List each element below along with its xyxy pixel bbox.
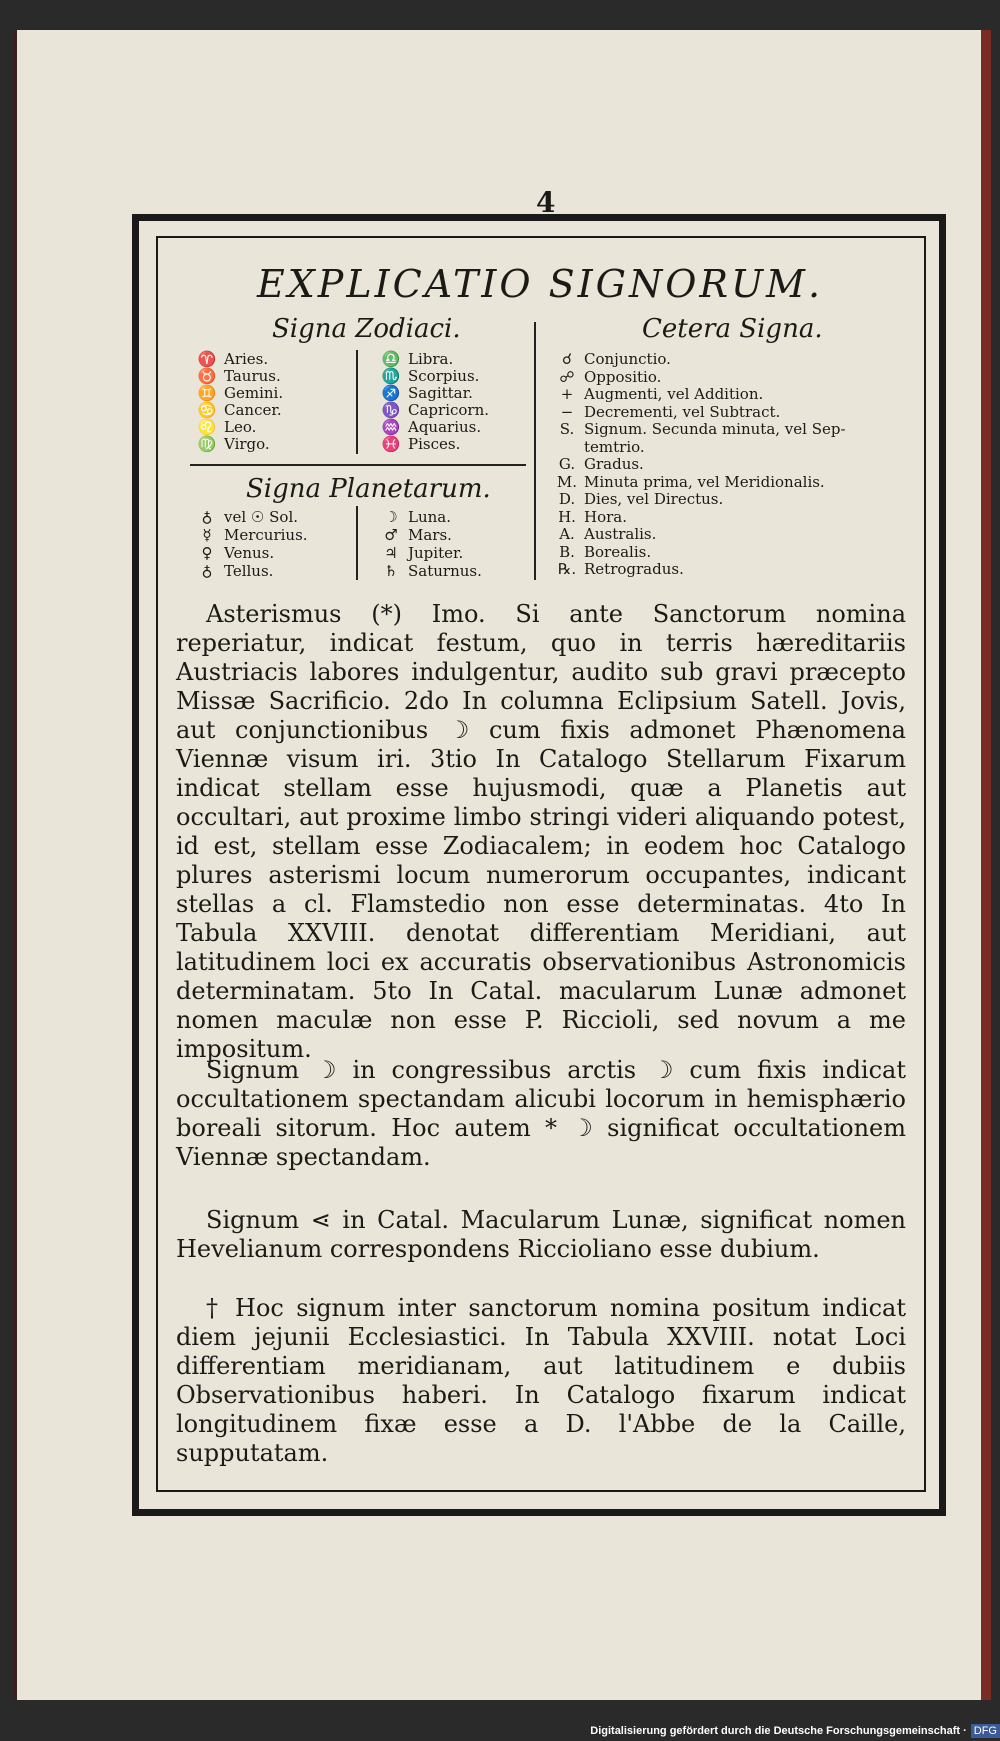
planet-symbol-icon: ♁ (201, 508, 213, 526)
cetera-label: Retrogradus. (584, 560, 684, 578)
paragraph-dagger: † Hoc signum inter sanctorum nomina positum indicat diem jejunii Ecclesiastici. In Tabula XXVIII. notat Loci differentiam meridianam, aut latitudinem e dubiis Observationibus haberi. In Catalogo fixarum indicat longitudinem fixæ esse a D. l'Abbe de la Caille, supputatam. (176, 1294, 906, 1467)
zodiac-heading: Signa Zodiaci. (272, 314, 461, 344)
cetera-label: Minuta prima, vel Meridionalis. (584, 472, 825, 491)
zodiac-symbol-icon: ♊ (197, 384, 217, 402)
zodiac-label: Virgo. (224, 435, 270, 453)
zodiac-label: Capricorn. (408, 401, 490, 419)
cetera-label: Decrementi, vel Subtract. (584, 402, 781, 421)
planet-label: Jupiter. (408, 544, 464, 562)
planet-row (374, 544, 463, 561)
cetera-heading: Cetera Signa. (642, 314, 823, 344)
zodiac-row (374, 350, 453, 367)
cetera-symbol-icon: ☍ (559, 367, 575, 386)
zodiac-row (190, 350, 268, 367)
planets-heading: Signa Planetarum. (246, 474, 491, 504)
zodiac-label: Aquarius. (408, 418, 482, 436)
cetera-label: Hora. (584, 507, 627, 526)
planet-row (374, 526, 452, 543)
planet-row (190, 544, 274, 561)
cetera-row (550, 403, 780, 420)
cetera-symbol-icon: D. (558, 490, 576, 508)
cetera-row (550, 420, 846, 437)
zodiac-label: Taurus. (224, 367, 281, 385)
cetera-symbol-icon: B. (559, 542, 575, 561)
planet-row (190, 562, 273, 579)
cetera-row (550, 543, 651, 560)
planet-symbol-icon: ☽ (384, 508, 398, 526)
zodiac-row (190, 384, 283, 401)
planet-symbol-icon: ♁ (201, 562, 213, 580)
cetera-row (550, 473, 825, 490)
zodiac-symbol-icon: ♏ (381, 367, 401, 385)
zodiac-row (374, 435, 460, 452)
zodiac-symbol-icon: ♍ (197, 435, 217, 453)
planet-symbol-icon: ♀ (201, 544, 213, 562)
planet-label: Luna. (408, 508, 451, 526)
zodiac-label: Gemini. (224, 384, 284, 402)
cetera-symbol-icon: M. (556, 472, 578, 491)
digitization-footer (590, 1725, 1000, 1737)
paragraph-asterismus: Asterismus (*) Imo. Si ante Sanctorum nomina reperiatur, indicat festum, quo in terris hæreditariis Austriacis labores indulgentur, audito sub gravi præcepto Missæ Sacrificio. 2do In columna Eclipsium Satell. Jovis, aut conjunctionibus ☽ cum fixis admonet Phænomena Viennæ visum iri. 3tio In Catalogo Stellarum Fixarum indicat stellam esse hujusmodi, quæ a Planetis aut occultari, aut proxime limbo stringi videri aliquando potest, id est, stellam esse Zodiacalem; in eodem hoc Catalogo plures asterismi locum numerorum occupantes, indicant stellas a cl. Flamstedio non esse determinatas. 4to In Tabula XXVIII. denotat differentiam Meridiani, aut latitudinem loci ex accuratis observationibus Astronomicis determinatam. 5to In Catal. macularum Lunæ admonet nomen maculæ non esse P. Riccioli, sed novum a me impositum. (176, 600, 906, 1063)
cetera-symbol-icon: ☌ (561, 350, 573, 368)
zodiac-row (190, 418, 256, 435)
zodiac-label: Cancer. (224, 401, 282, 419)
cetera-label: Dies, vel Directus. (584, 490, 724, 508)
zodiac-row (374, 401, 489, 418)
planet-label: Venus. (224, 544, 275, 562)
column-separator (534, 322, 536, 580)
cetera-row (550, 368, 661, 385)
planet-row (374, 562, 482, 579)
cetera-label: Oppositio. (584, 367, 662, 386)
zodiac-row (374, 384, 473, 401)
planet-label: Mercurius. (224, 526, 308, 544)
zodiac-label: Scorpius. (408, 367, 480, 385)
planet-symbol-icon: ♃ (384, 544, 398, 562)
cetera-row (550, 508, 627, 525)
cetera-label: Borealis. (584, 542, 652, 561)
zodiac-symbol-icon: ♐ (381, 384, 401, 402)
cetera-symbol-icon: A. (559, 525, 575, 543)
planet-symbol-icon: ♂ (384, 526, 398, 544)
page-title: EXPLICATIO SIGNORUM. (256, 262, 824, 306)
planet-label: Saturnus. (408, 562, 482, 580)
planet-label: Tellus. (224, 562, 274, 580)
cetera-label: Signum. Secunda minuta, vel Sep- (584, 420, 846, 438)
zodiac-symbol-icon: ♈ (197, 350, 217, 368)
cetera-row (550, 455, 644, 472)
cetera-symbol-icon: S. (559, 420, 575, 438)
cetera-symbol-icon: H. (558, 507, 576, 526)
cetera-label: temtrio. (584, 437, 645, 456)
zodiac-label: Sagittar. (408, 384, 473, 402)
cetera-label: Conjunctio. (584, 350, 671, 368)
footer-text: Digitalisierung gefördert durch die Deutsche Forschungsgemeinschaft · (590, 1725, 967, 1737)
zodiac-label: Pisces. (408, 435, 461, 453)
zodiac-row (374, 418, 481, 435)
zodiac-label: Libra. (408, 350, 454, 368)
cetera-label: Australis. (584, 525, 657, 543)
cetera-row (550, 525, 656, 542)
zodiac-symbol-icon: ♋ (197, 401, 217, 419)
zodiac-row (190, 367, 281, 384)
planet-label: vel ☉ Sol. (224, 508, 299, 526)
paragraph-signum-hevelianum: Signum ⋖ in Catal. Macularum Lunæ, significat nomen Hevelianum correspondens Riccioliano esse dubium. (176, 1206, 906, 1263)
zodiac-symbol-icon: ♓ (381, 435, 401, 453)
cetera-symbol-icon: ℞. (557, 560, 577, 578)
zodiac-label: Leo. (224, 418, 257, 436)
zodiac-symbol-icon: ♒ (381, 418, 401, 436)
cetera-row (550, 560, 684, 577)
zodiac-symbol-icon: ♑ (381, 401, 401, 419)
cetera-symbol-icon: − (560, 402, 574, 421)
planet-symbol-icon: ♄ (384, 562, 398, 580)
zodiac-row (374, 367, 479, 384)
planet-row (374, 508, 451, 525)
cetera-label: Augmenti, vel Addition. (584, 385, 764, 403)
cetera-label: Gradus. (584, 455, 644, 473)
zodiac-underline (190, 464, 526, 466)
zodiac-divider (356, 350, 358, 454)
paragraph-signum-luna: Signum ☽ in congressibus arctis ☽ cum fixis indicat occultationem spectandam alicubi locorum in hemisphærio boreali sitorum. Hoc autem * ☽ significat occultationem Viennæ spectandam. (176, 1056, 906, 1171)
zodiac-symbol-icon: ♌ (197, 418, 217, 436)
planet-symbol-icon: ☿ (202, 526, 212, 544)
planet-label: Mars. (408, 526, 452, 544)
zodiac-label: Aries. (224, 350, 269, 368)
planet-row (190, 526, 308, 543)
dfg-logo: DFG (971, 1724, 1000, 1738)
page-number: 4 (536, 186, 556, 219)
cetera-row (550, 490, 723, 507)
planets-divider (356, 506, 358, 580)
zodiac-row (190, 435, 270, 452)
zodiac-row (190, 401, 282, 418)
cetera-symbol-icon: + (560, 385, 574, 403)
zodiac-symbol-icon: ♉ (197, 367, 217, 385)
cetera-symbol-icon: G. (558, 455, 576, 473)
planet-row (190, 508, 298, 525)
cetera-row (550, 350, 671, 367)
cetera-row (550, 385, 763, 402)
zodiac-symbol-icon: ♎ (381, 350, 401, 368)
cetera-row (550, 438, 645, 455)
